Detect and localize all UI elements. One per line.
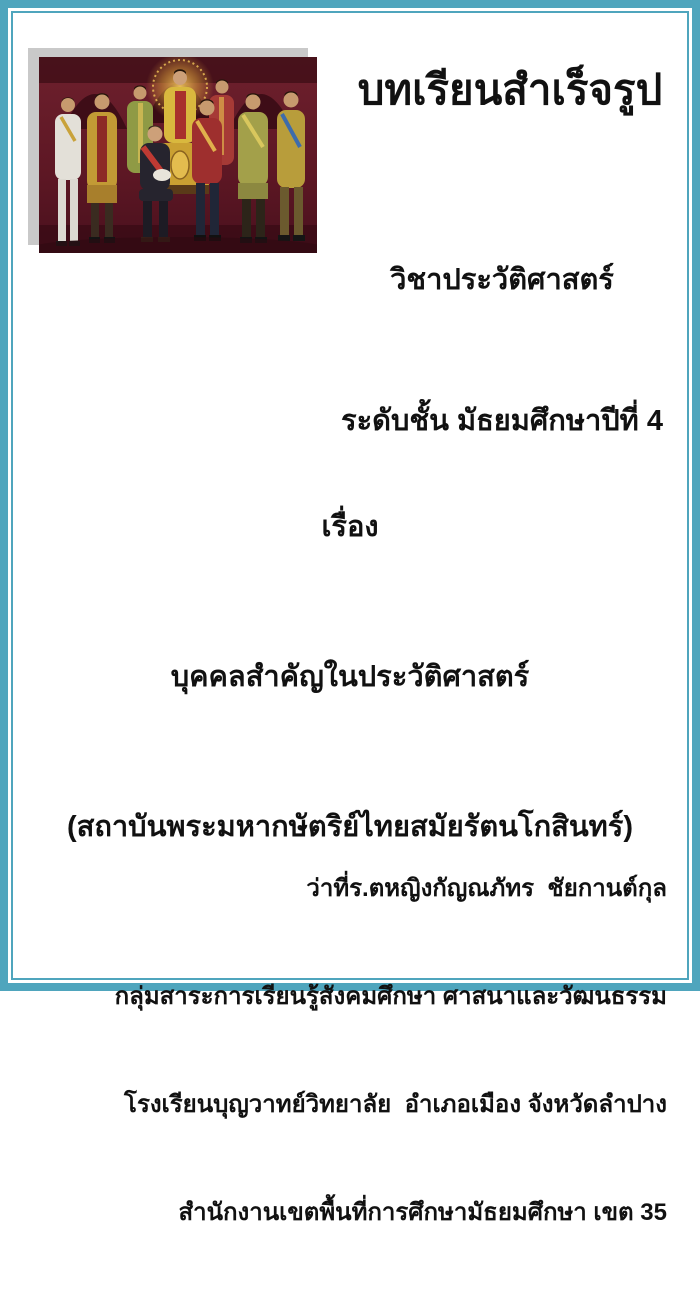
nine-kings-painting-image xyxy=(39,57,317,253)
topic-title: บุคคลสำคัญในประวัติศาสตร์ xyxy=(170,661,530,693)
topic-subtitle: (สถาบันพระมหากษัตริย์ไทยสมัยรัตนโกสินทร์) xyxy=(66,811,634,843)
page-title: บทเรียนสำเร็จรูป xyxy=(357,66,663,113)
cover-photo xyxy=(28,48,320,256)
level-line: ระดับชั้น มัธยมศึกษาปีที่ 4 xyxy=(341,405,663,437)
subject-line: วิชาประวัติศาสตร์ xyxy=(390,264,614,296)
topic-label: เรื่อง xyxy=(321,511,379,543)
author-block xyxy=(60,799,667,1303)
school-line: โรงเรียนบุญวาทย์วิทยาลัย อำเภอเมือง จังหวัดลำปาง xyxy=(124,1091,667,1118)
author-name-line: ว่าที่ร.ตหญิงกัญณภัทร ชัยกานต์กุล xyxy=(306,875,667,902)
department-line: กลุ่มสาระการเรียนรู้สังคมศึกษา ศาสนาและวัฒนธรรม xyxy=(114,983,667,1010)
title-block xyxy=(338,62,682,119)
district-line: สำนักงานเขตพื้นที่การศึกษามัธยมศึกษา เขต 35 xyxy=(178,1199,667,1226)
